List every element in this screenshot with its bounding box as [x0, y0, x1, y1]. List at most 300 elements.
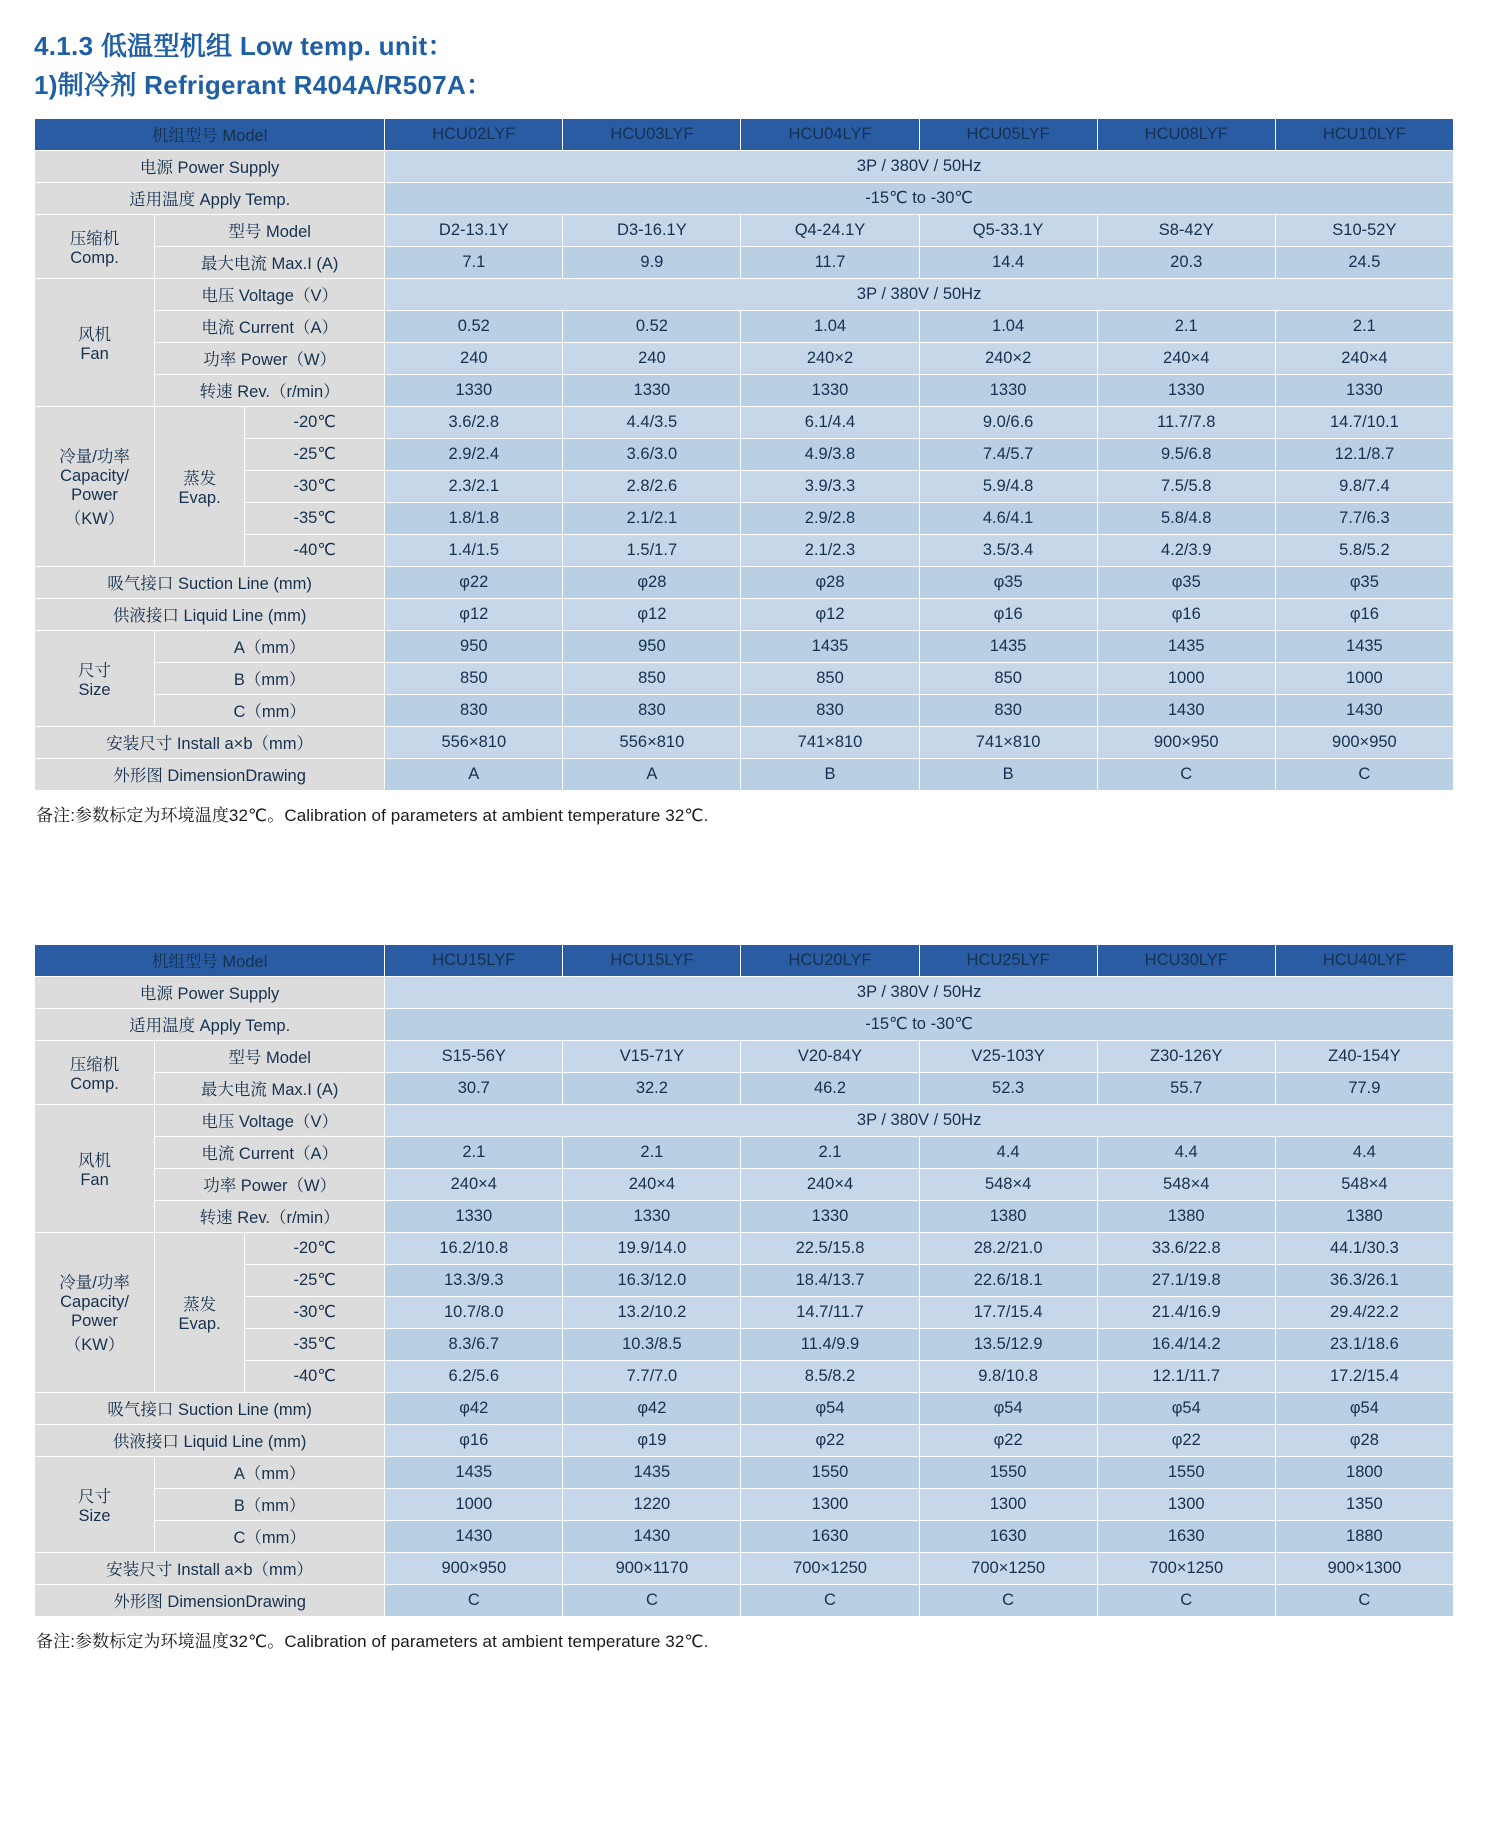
cap-r4-c2: 2.1/2.1 [563, 502, 741, 534]
comp-label-en: Comp. [70, 248, 119, 267]
size-c-1: 1430 [385, 1520, 563, 1552]
cap-r3-c1: 2.3/2.1 [385, 470, 563, 502]
header-model-5: HCU30LYF [1097, 944, 1275, 976]
cap-r1-c6: 14.7/10.1 [1275, 406, 1453, 438]
install-2: 900×1170 [563, 1552, 741, 1584]
size-b-4: 1300 [919, 1488, 1097, 1520]
suction-4: φ54 [919, 1392, 1097, 1424]
comp-model-2: D3-16.1Y [563, 214, 741, 246]
size-a-5: 1435 [1097, 630, 1275, 662]
row-label-comp [35, 214, 155, 278]
fan-rev-4: 1330 [919, 374, 1097, 406]
temp-label-5: -40℃ [245, 1360, 385, 1392]
size-c-1: 830 [385, 694, 563, 726]
comp-maxi-2: 32.2 [563, 1072, 741, 1104]
fan-power-2: 240×4 [563, 1168, 741, 1200]
spec-table-1 [34, 118, 1454, 791]
liquid-1: φ12 [385, 598, 563, 630]
fan-rev-6: 1380 [1275, 1200, 1453, 1232]
evap-label-cn: 蒸发 [183, 1295, 217, 1314]
comp-model-6: S10-52Y [1275, 214, 1453, 246]
table-row [35, 246, 1454, 278]
capacity-label-en1: Capacity/ [60, 1293, 129, 1312]
suction-1: φ42 [385, 1392, 563, 1424]
drawing-3: C [741, 1584, 919, 1616]
cap-r1-c3: 22.5/15.8 [741, 1232, 919, 1264]
cap-r5-c4: 3.5/3.4 [919, 534, 1097, 566]
header-model-6: HCU40LYF [1275, 944, 1453, 976]
fan-current-5: 2.1 [1097, 310, 1275, 342]
cap-r5-c3: 8.5/8.2 [741, 1360, 919, 1392]
cap-r1-c4: 28.2/21.0 [919, 1232, 1097, 1264]
row-label-size-a: A（mm） [155, 1456, 385, 1488]
cap-r1-c2: 4.4/3.5 [563, 406, 741, 438]
temp-label-4: -35℃ [245, 1328, 385, 1360]
table-row [35, 1104, 1454, 1136]
cap-r3-c4: 17.7/15.4 [919, 1296, 1097, 1328]
table-row [35, 310, 1454, 342]
drawing-6: C [1275, 1584, 1453, 1616]
size-b-4: 850 [919, 662, 1097, 694]
table-row [35, 1520, 1454, 1552]
value-power-supply: 3P / 380V / 50Hz [385, 150, 1454, 182]
capacity-label-cn: 冷量/功率 [59, 448, 130, 467]
fan-current-3: 2.1 [741, 1136, 919, 1168]
drawing-1: C [385, 1584, 563, 1616]
table-row [35, 758, 1454, 790]
section-heading-2: 1)制冷剂 Refrigerant R404A/R507A： [34, 69, 493, 100]
table-note-2: 备注:参数标定为环境温度32℃。Calibration of parameters at ambient temperature 32℃. [36, 1631, 709, 1651]
capacity-label-en2: Power [71, 1312, 118, 1331]
temp-label-4: -35℃ [245, 502, 385, 534]
temp-label-2: -25℃ [245, 438, 385, 470]
size-a-4: 1435 [919, 630, 1097, 662]
temp-label-2: -25℃ [245, 1264, 385, 1296]
fan-power-4: 548×4 [919, 1168, 1097, 1200]
size-label-en: Size [78, 1506, 111, 1525]
fan-rev-3: 1330 [741, 1200, 919, 1232]
size-a-3: 1550 [741, 1456, 919, 1488]
comp-maxi-2: 9.9 [563, 246, 741, 278]
cap-r3-c5: 7.5/5.8 [1097, 470, 1275, 502]
size-c-4: 830 [919, 694, 1097, 726]
cap-r3-c2: 2.8/2.6 [563, 470, 741, 502]
suction-5: φ54 [1097, 1392, 1275, 1424]
row-label-fan-current: 电流 Current（A） [155, 310, 385, 342]
header-model-label: 机组型号 Model [35, 118, 385, 150]
row-label-fan-power: 功率 Power（W） [155, 1168, 385, 1200]
evap-label-en: Evap. [178, 1314, 221, 1333]
fan-power-5: 548×4 [1097, 1168, 1275, 1200]
capacity-label-en2: Power [71, 486, 118, 505]
comp-model-6: Z40-154Y [1275, 1040, 1453, 1072]
table-row [35, 630, 1454, 662]
table-row [35, 150, 1454, 182]
comp-model-1: S15-56Y [385, 1040, 563, 1072]
cap-r2-c1: 13.3/9.3 [385, 1264, 563, 1296]
size-a-2: 950 [563, 630, 741, 662]
cap-r2-c6: 36.3/26.1 [1275, 1264, 1453, 1296]
row-label-size [35, 630, 155, 726]
comp-label-cn: 压缩机 [69, 229, 120, 248]
row-label-comp-maxi: 最大电流 Max.I (A) [155, 246, 385, 278]
table-row [35, 374, 1454, 406]
fan-rev-2: 1330 [563, 1200, 741, 1232]
size-c-5: 1430 [1097, 694, 1275, 726]
capacity-label-en1: Capacity/ [60, 467, 129, 486]
drawing-4: C [919, 1584, 1097, 1616]
install-4: 741×810 [919, 726, 1097, 758]
fan-rev-6: 1330 [1275, 374, 1453, 406]
row-label-size-b: B（mm） [155, 1488, 385, 1520]
row-label-comp [35, 1040, 155, 1104]
cap-r1-c1: 3.6/2.8 [385, 406, 563, 438]
row-label-fan-voltage: 电压 Voltage（V） [155, 1104, 385, 1136]
section-heading-1: 4.1.3 低温型机组 Low temp. unit： [34, 31, 454, 61]
size-c-6: 1430 [1275, 694, 1453, 726]
cap-r4-c5: 5.8/4.8 [1097, 502, 1275, 534]
liquid-4: φ22 [919, 1424, 1097, 1456]
fan-power-2: 240 [563, 342, 741, 374]
liquid-2: φ19 [563, 1424, 741, 1456]
cap-r5-c6: 17.2/15.4 [1275, 1360, 1453, 1392]
cap-r1-c5: 33.6/22.8 [1097, 1232, 1275, 1264]
drawing-3: B [741, 758, 919, 790]
header-model-4: HCU25LYF [919, 944, 1097, 976]
cap-r2-c3: 4.9/3.8 [741, 438, 919, 470]
cap-r3-c2: 13.2/10.2 [563, 1296, 741, 1328]
header-model-5: HCU08LYF [1097, 118, 1275, 150]
fan-current-6: 4.4 [1275, 1136, 1453, 1168]
table-row [35, 278, 1454, 310]
table-row [35, 1040, 1454, 1072]
comp-model-3: Q4-24.1Y [741, 214, 919, 246]
liquid-6: φ16 [1275, 598, 1453, 630]
table-row [35, 406, 1454, 438]
evap-label-cn: 蒸发 [183, 469, 217, 488]
cap-r5-c2: 1.5/1.7 [563, 534, 741, 566]
row-label-install: 安装尺寸 Install a×b（mm） [35, 1552, 385, 1584]
cap-r4-c4: 13.5/12.9 [919, 1328, 1097, 1360]
row-label-size [35, 1456, 155, 1552]
temp-label-1: -20℃ [245, 1232, 385, 1264]
table-row [35, 1456, 1454, 1488]
table-row [35, 1552, 1454, 1584]
size-b-3: 1300 [741, 1488, 919, 1520]
drawing-2: C [563, 1584, 741, 1616]
size-c-5: 1630 [1097, 1520, 1275, 1552]
row-label-fan-power: 功率 Power（W） [155, 342, 385, 374]
fan-rev-3: 1330 [741, 374, 919, 406]
row-label-fan-rev: 转速 Rev.（r/min） [155, 374, 385, 406]
row-label-size-c: C（mm） [155, 694, 385, 726]
cap-r3-c3: 3.9/3.3 [741, 470, 919, 502]
drawing-2: A [563, 758, 741, 790]
install-3: 741×810 [741, 726, 919, 758]
liquid-3: φ22 [741, 1424, 919, 1456]
size-c-4: 1630 [919, 1520, 1097, 1552]
liquid-3: φ12 [741, 598, 919, 630]
size-b-6: 1350 [1275, 1488, 1453, 1520]
row-label-capacity [35, 1232, 155, 1392]
cap-r2-c1: 2.9/2.4 [385, 438, 563, 470]
header-model-2: HCU15LYF [563, 944, 741, 976]
comp-maxi-6: 24.5 [1275, 246, 1453, 278]
size-a-1: 1435 [385, 1456, 563, 1488]
fan-rev-4: 1380 [919, 1200, 1097, 1232]
cap-r3-c6: 9.8/7.4 [1275, 470, 1453, 502]
size-c-3: 830 [741, 694, 919, 726]
cap-r1-c5: 11.7/7.8 [1097, 406, 1275, 438]
fan-current-1: 2.1 [385, 1136, 563, 1168]
row-label-apply-temp: 适用温度 Apply Temp. [35, 182, 385, 214]
table-row [35, 1136, 1454, 1168]
cap-r3-c5: 21.4/16.9 [1097, 1296, 1275, 1328]
suction-5: φ35 [1097, 566, 1275, 598]
cap-r5-c6: 5.8/5.2 [1275, 534, 1453, 566]
drawing-5: C [1097, 758, 1275, 790]
cap-r5-c1: 1.4/1.5 [385, 534, 563, 566]
suction-6: φ35 [1275, 566, 1453, 598]
row-label-comp-model: 型号 Model [155, 214, 385, 246]
comp-maxi-3: 11.7 [741, 246, 919, 278]
evap-label-en: Evap. [178, 488, 221, 507]
fan-voltage-value: 3P / 380V / 50Hz [385, 1104, 1454, 1136]
table-note-1: 备注:参数标定为环境温度32℃。Calibration of parameters at ambient temperature 32℃. [36, 805, 709, 825]
fan-power-4: 240×2 [919, 342, 1097, 374]
cap-r4-c2: 10.3/8.5 [563, 1328, 741, 1360]
cap-r2-c4: 22.6/18.1 [919, 1264, 1097, 1296]
cap-r5-c2: 7.7/7.0 [563, 1360, 741, 1392]
table-row [35, 1072, 1454, 1104]
liquid-6: φ28 [1275, 1424, 1453, 1456]
row-label-liquid: 供液接口 Liquid Line (mm) [35, 1424, 385, 1456]
fan-current-2: 0.52 [563, 310, 741, 342]
install-1: 556×810 [385, 726, 563, 758]
cap-r4-c3: 11.4/9.9 [741, 1328, 919, 1360]
table-row [35, 1328, 1454, 1360]
cap-r1-c6: 44.1/30.3 [1275, 1232, 1453, 1264]
size-b-5: 1000 [1097, 662, 1275, 694]
fan-power-3: 240×2 [741, 342, 919, 374]
suction-1: φ22 [385, 566, 563, 598]
table-row [35, 726, 1454, 758]
comp-model-4: V25-103Y [919, 1040, 1097, 1072]
cap-r3-c4: 5.9/4.8 [919, 470, 1097, 502]
row-label-apply-temp: 适用温度 Apply Temp. [35, 1008, 385, 1040]
cap-r4-c1: 8.3/6.7 [385, 1328, 563, 1360]
row-label-install: 安装尺寸 Install a×b（mm） [35, 726, 385, 758]
temp-label-1: -20℃ [245, 406, 385, 438]
table-row [35, 1232, 1454, 1264]
row-label-power-supply: 电源 Power Supply [35, 150, 385, 182]
table-row [35, 1584, 1454, 1616]
liquid-4: φ16 [919, 598, 1097, 630]
table-header-row [35, 118, 1454, 150]
comp-label-cn: 压缩机 [69, 1055, 120, 1074]
row-label-liquid: 供液接口 Liquid Line (mm) [35, 598, 385, 630]
drawing-1: A [385, 758, 563, 790]
size-b-5: 1300 [1097, 1488, 1275, 1520]
size-b-3: 850 [741, 662, 919, 694]
cap-r2-c4: 7.4/5.7 [919, 438, 1097, 470]
cap-r3-c3: 14.7/11.7 [741, 1296, 919, 1328]
row-label-size-a: A（mm） [155, 630, 385, 662]
cap-r2-c2: 3.6/3.0 [563, 438, 741, 470]
cap-r4-c6: 23.1/18.6 [1275, 1328, 1453, 1360]
row-label-size-c: C（mm） [155, 1520, 385, 1552]
cap-r4-c5: 16.4/14.2 [1097, 1328, 1275, 1360]
fan-rev-1: 1330 [385, 374, 563, 406]
cap-r5-c1: 6.2/5.6 [385, 1360, 563, 1392]
comp-model-5: S8-42Y [1097, 214, 1275, 246]
header-model-3: HCU04LYF [741, 118, 919, 150]
header-model-3: HCU20LYF [741, 944, 919, 976]
cap-r1-c4: 9.0/6.6 [919, 406, 1097, 438]
temp-label-3: -30℃ [245, 470, 385, 502]
row-label-fan-current: 电流 Current（A） [155, 1136, 385, 1168]
drawing-6: C [1275, 758, 1453, 790]
install-4: 700×1250 [919, 1552, 1097, 1584]
install-5: 700×1250 [1097, 1552, 1275, 1584]
fan-power-1: 240 [385, 342, 563, 374]
capacity-label-cn: 冷量/功率 [59, 1274, 130, 1293]
table-row [35, 598, 1454, 630]
row-label-capacity [35, 406, 155, 566]
install-6: 900×1300 [1275, 1552, 1453, 1584]
row-label-drawing: 外形图 DimensionDrawing [35, 758, 385, 790]
table-row [35, 534, 1454, 566]
comp-maxi-1: 7.1 [385, 246, 563, 278]
comp-model-2: V15-71Y [563, 1040, 741, 1072]
cap-r3-c6: 29.4/22.2 [1275, 1296, 1453, 1328]
cap-r4-c3: 2.9/2.8 [741, 502, 919, 534]
comp-maxi-1: 30.7 [385, 1072, 563, 1104]
table-row [35, 502, 1454, 534]
table-row [35, 1200, 1454, 1232]
row-label-suction: 吸气接口 Suction Line (mm) [35, 1392, 385, 1424]
value-apply-temp: -15℃ to -30℃ [385, 1008, 1454, 1040]
row-label-fan-rev: 转速 Rev.（r/min） [155, 1200, 385, 1232]
comp-maxi-5: 20.3 [1097, 246, 1275, 278]
cap-r5-c3: 2.1/2.3 [741, 534, 919, 566]
size-a-1: 950 [385, 630, 563, 662]
row-label-evap [155, 1232, 245, 1392]
size-b-1: 1000 [385, 1488, 563, 1520]
cap-r1-c1: 16.2/10.8 [385, 1232, 563, 1264]
table-row [35, 214, 1454, 246]
size-a-3: 1435 [741, 630, 919, 662]
table-row [35, 342, 1454, 374]
table-row [35, 566, 1454, 598]
table-row [35, 976, 1454, 1008]
drawing-4: B [919, 758, 1097, 790]
header-model-6: HCU10LYF [1275, 118, 1453, 150]
fan-power-1: 240×4 [385, 1168, 563, 1200]
cap-r3-c1: 10.7/8.0 [385, 1296, 563, 1328]
size-a-4: 1550 [919, 1456, 1097, 1488]
cap-r5-c4: 9.8/10.8 [919, 1360, 1097, 1392]
size-a-6: 1800 [1275, 1456, 1453, 1488]
row-label-suction: 吸气接口 Suction Line (mm) [35, 566, 385, 598]
size-c-3: 1630 [741, 1520, 919, 1552]
suction-2: φ28 [563, 566, 741, 598]
header-model-label: 机组型号 Model [35, 944, 385, 976]
comp-maxi-3: 46.2 [741, 1072, 919, 1104]
value-apply-temp: -15℃ to -30℃ [385, 182, 1454, 214]
install-1: 900×950 [385, 1552, 563, 1584]
fan-voltage-value: 3P / 380V / 50Hz [385, 278, 1454, 310]
fan-power-6: 548×4 [1275, 1168, 1453, 1200]
install-6: 900×950 [1275, 726, 1453, 758]
table-row [35, 470, 1454, 502]
suction-3: φ54 [741, 1392, 919, 1424]
size-a-2: 1435 [563, 1456, 741, 1488]
row-label-drawing: 外形图 DimensionDrawing [35, 1584, 385, 1616]
size-label-cn: 尺寸 [78, 1487, 112, 1506]
install-2: 556×810 [563, 726, 741, 758]
row-label-comp-model: 型号 Model [155, 1040, 385, 1072]
cap-r2-c2: 16.3/12.0 [563, 1264, 741, 1296]
size-a-5: 1550 [1097, 1456, 1275, 1488]
size-b-6: 1000 [1275, 662, 1453, 694]
size-label-cn: 尺寸 [78, 661, 112, 680]
cap-r4-c1: 1.8/1.8 [385, 502, 563, 534]
row-label-fan [35, 278, 155, 406]
size-c-2: 1430 [563, 1520, 741, 1552]
table-row [35, 1264, 1454, 1296]
fan-current-6: 2.1 [1275, 310, 1453, 342]
fan-current-5: 4.4 [1097, 1136, 1275, 1168]
cap-r5-c5: 4.2/3.9 [1097, 534, 1275, 566]
fan-rev-5: 1330 [1097, 374, 1275, 406]
header-model-2: HCU03LYF [563, 118, 741, 150]
fan-rev-2: 1330 [563, 374, 741, 406]
install-3: 700×1250 [741, 1552, 919, 1584]
suction-6: φ54 [1275, 1392, 1453, 1424]
size-c-6: 1880 [1275, 1520, 1453, 1552]
comp-maxi-4: 52.3 [919, 1072, 1097, 1104]
size-b-2: 1220 [563, 1488, 741, 1520]
header-model-1: HCU15LYF [385, 944, 563, 976]
fan-rev-1: 1330 [385, 1200, 563, 1232]
table-row [35, 1008, 1454, 1040]
cap-r4-c6: 7.7/6.3 [1275, 502, 1453, 534]
suction-2: φ42 [563, 1392, 741, 1424]
row-label-fan-voltage: 电压 Voltage（V） [155, 278, 385, 310]
table-row [35, 1360, 1454, 1392]
table-row [35, 1424, 1454, 1456]
comp-maxi-6: 77.9 [1275, 1072, 1453, 1104]
header-model-4: HCU05LYF [919, 118, 1097, 150]
suction-4: φ35 [919, 566, 1097, 598]
table-row [35, 694, 1454, 726]
fan-power-5: 240×4 [1097, 342, 1275, 374]
drawing-5: C [1097, 1584, 1275, 1616]
fan-current-2: 2.1 [563, 1136, 741, 1168]
fan-label-en: Fan [80, 344, 109, 363]
liquid-1: φ16 [385, 1424, 563, 1456]
cap-r1-c2: 19.9/14.0 [563, 1232, 741, 1264]
capacity-label-unit: （KW） [64, 510, 125, 529]
table-header-row [35, 944, 1454, 976]
suction-3: φ28 [741, 566, 919, 598]
liquid-5: φ16 [1097, 598, 1275, 630]
cap-r2-c5: 9.5/6.8 [1097, 438, 1275, 470]
comp-model-1: D2-13.1Y [385, 214, 563, 246]
capacity-label-unit: （KW） [64, 1336, 125, 1355]
section-spacer [34, 826, 1466, 944]
